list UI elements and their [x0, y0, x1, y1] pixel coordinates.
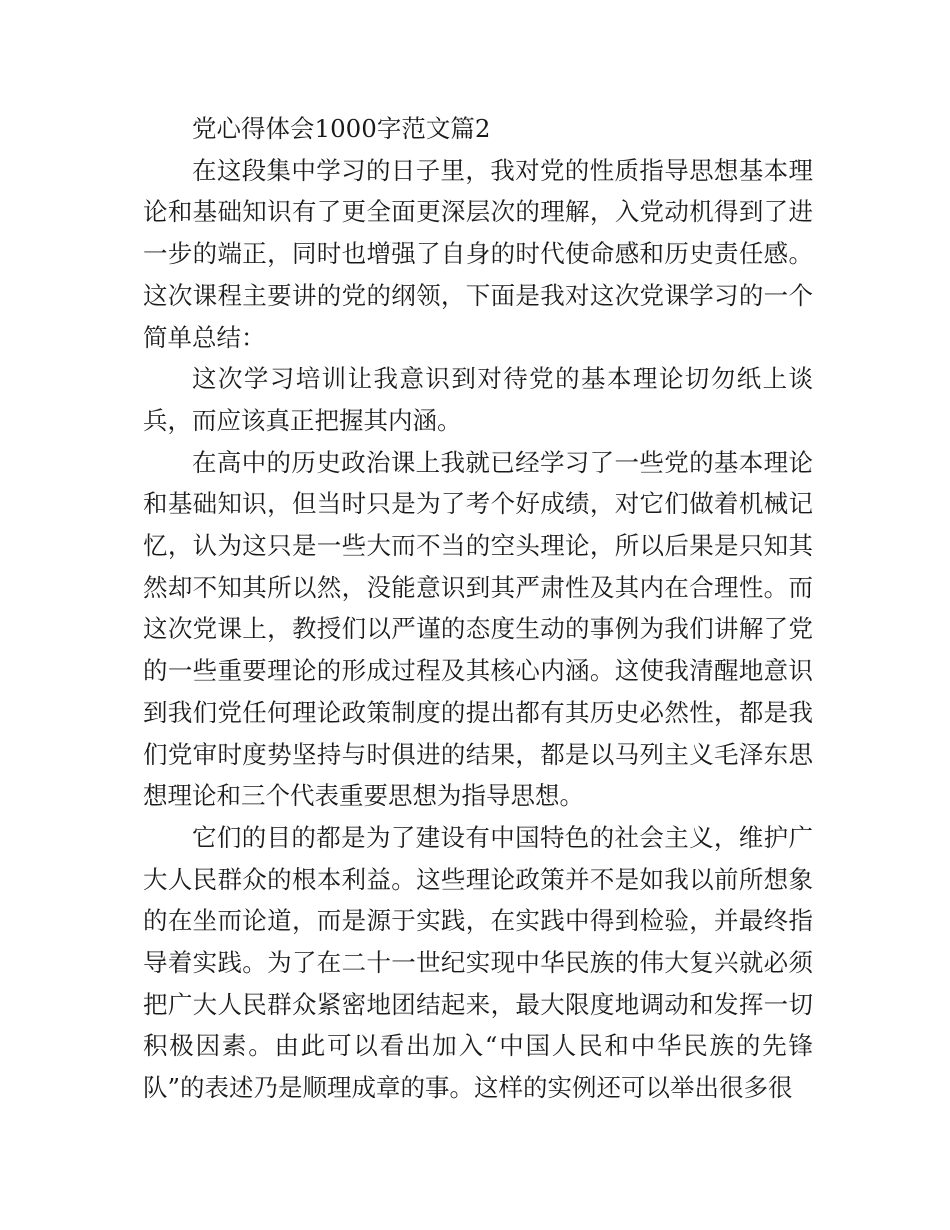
paragraph-3: 在高中的历史政治课上我就已经学习了一些党的基本理论和基础知识，但当时只是为了考个好成绩，对它们做着机械记忆，认为这只是一些大而不当的空头理论，所以后果是只知其然却不知其所以然，没能意识到其严肃性及其内在合理性。而这次党课上，教授们以严谨的态度生动的事例为我们讲解了党的一些重要理论的形成过程及其核心内涵。这使我清醒地意识到我们党任何理论政策制度的提出都有其历史必然性，都是我们党审时度势坚持与时俱进的结果，都是以马列主义毛泽东思想理论和三个代表重要思想为指导思想。	[143, 447, 813, 811]
paragraph-4: 它们的目的都是为了建设有中国特色的社会主义，维护广大人民群众的根本利益。这些理论政策并不是如我以前所想象的在坐而论道，而是源于实践，在实践中得到检验，并最终指导着实践。为了在二十一世纪实现中华民族的伟大复兴就必须把广大人民群众紧密地团结起来，最大限度地调动和发挥一切积极因素。由此可以看出加入“中国人民和中华民族的先锋队”的表述乃是顺理成章的事。这样的实例还可以举出很多很	[143, 822, 813, 1103]
paragraph-2: 这次学习培训让我意识到对待党的基本理论切勿纸上谈兵，而应该真正把握其内涵。	[143, 364, 813, 435]
document-body	[143, 108, 813, 1109]
paragraph-1: 在这段集中学习的日子里，我对党的性质指导思想基本理论和基础知识有了更全面更深层次的理解，入党动机得到了进一步的端正，同时也增强了自身的时代使命感和历史责任感。这次课程主要讲的党的纲领，下面是我对这次党课学习的一个简单总结：	[143, 155, 813, 352]
section-heading: 党心得体会1000字范文篇2	[192, 114, 491, 143]
